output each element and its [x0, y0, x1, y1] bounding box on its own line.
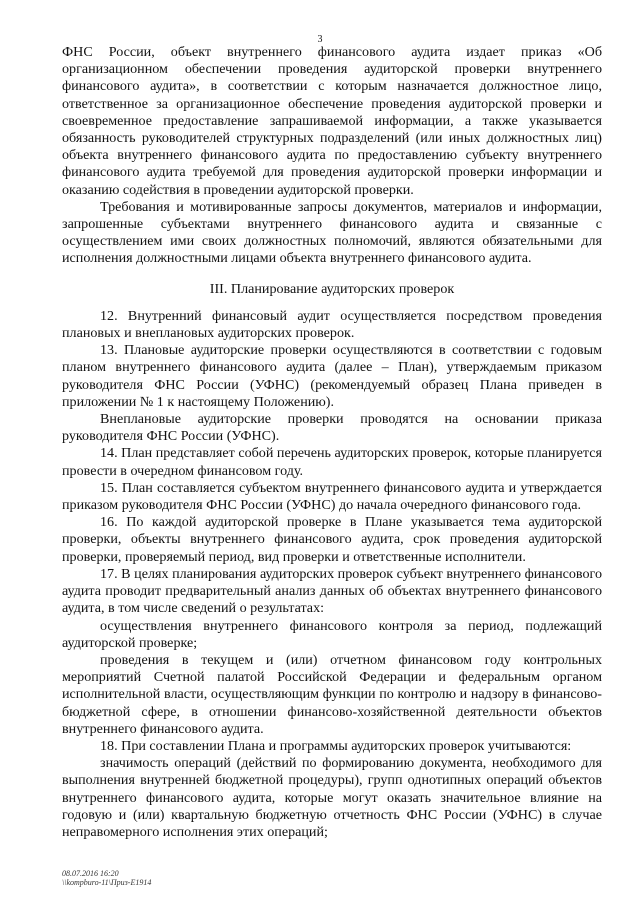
paragraph-16: 16. По каждой аудиторской проверке в Плане указывается тема аудиторской проверки, объекты внутреннего финансового аудита, срок проведения аудиторской проверки, проверяемый период, вид проверки и ответственные исполнители.	[62, 514, 602, 565]
paragraph-18: 18. При составлении Плана и программы аудиторских проверок учитываются:	[100, 737, 572, 754]
section-title: III. Планирование аудиторских проверок	[209, 280, 455, 297]
footer-file-path: \\kompburo-11\Приз-Е1914	[62, 878, 152, 887]
page-number: 3	[317, 34, 323, 45]
paragraph-17-item-2: проведения в текущем и (или) отчетном финансовом году контрольных мероприятий Счетной палатой Российской Федерации и федеральным органом исполнительной власти, осуществляющим функции по контролю и надзору в финансово-бюджетной сфере, в отношении финансово-хозяйственной деятельности объектов внутреннего финансового аудита.	[62, 651, 602, 737]
continued-paragraph: ФНС России, объект внутреннего финансового аудита издает приказ «Об организационном обеспечении проведения аудиторской проверки внутреннего финансового аудита», в соответствии с которым назначается должностное лицо, ответственное за организационное обеспечение проведения аудиторской проверки и своевременное предоставление запрашиваемой информации, а также указывается обязанность руководителей структурных подразделений (или иных должностных лиц) объекта внутреннего финансового аудита по предоставлению субъекту внутреннего финансового аудита требуемой для проведения аудиторской проверки информации и оказанию содействия в проведении аудиторской проверки.	[62, 44, 602, 198]
paragraph-12: 12. Внутренний финансовый аудит осуществляется посредством проведения плановых и внеплановых аудиторских проверок.	[62, 307, 602, 342]
paragraph-14: 14. План представляет собой перечень аудиторских проверок, которые планируется провести в очередном финансовом году.	[62, 445, 602, 479]
paragraph-15: 15. План составляется субъектом внутреннего финансового аудита и утверждается приказом руководителя ФНС России (УФНС) до начала очередного финансового года.	[62, 479, 602, 514]
paragraph-13: 13. Плановые аудиторские проверки осуществляются в соответствии с годовым планом внутреннего финансового аудита (далее – План), утверждаемым приказом руководителя ФНС России (УФНС) (рекомендуемый образец Плана приведен в приложении № 1 к настоящему Положению).	[62, 342, 602, 410]
paragraph-18-item-1: значимость операций (действий по формированию документа, необходимого для выполнения внутренней бюджетной процедуры), групп однотипных операций объектов внутреннего финансового аудита, которые могут оказать значительное влияние на годовую и (или) квартальную бюджетную отчетность ФНС России (УФНС) в случае неправомерного исполнения этих операций;	[62, 755, 602, 840]
footer-timestamp: 08.07.2016 16:20	[62, 869, 119, 878]
document-body	[62, 44, 602, 841]
paragraph-17-item-1: осуществления внутреннего финансового контроля за период, подлежащий аудиторской проверке;	[62, 617, 602, 651]
paragraph-requirements: Требования и мотивированные запросы документов, материалов и информации, запрошенные субъектами внутреннего финансового аудита и связанные с осуществлением ими своих должностных полномочий, являются обязательными для исполнения должностными лицами объекта внутреннего финансового аудита.	[62, 198, 602, 267]
paragraph-unscheduled: Внеплановые аудиторские проверки проводятся на основании приказа руководителя ФНС России (УФНС).	[62, 411, 602, 445]
footer	[62, 869, 151, 887]
paragraph-17: 17. В целях планирования аудиторских проверок субъект внутреннего финансового аудита проводит предварительный анализ данных об объектах внутреннего финансового аудита, в том числе сведений о результатах:	[62, 565, 602, 617]
